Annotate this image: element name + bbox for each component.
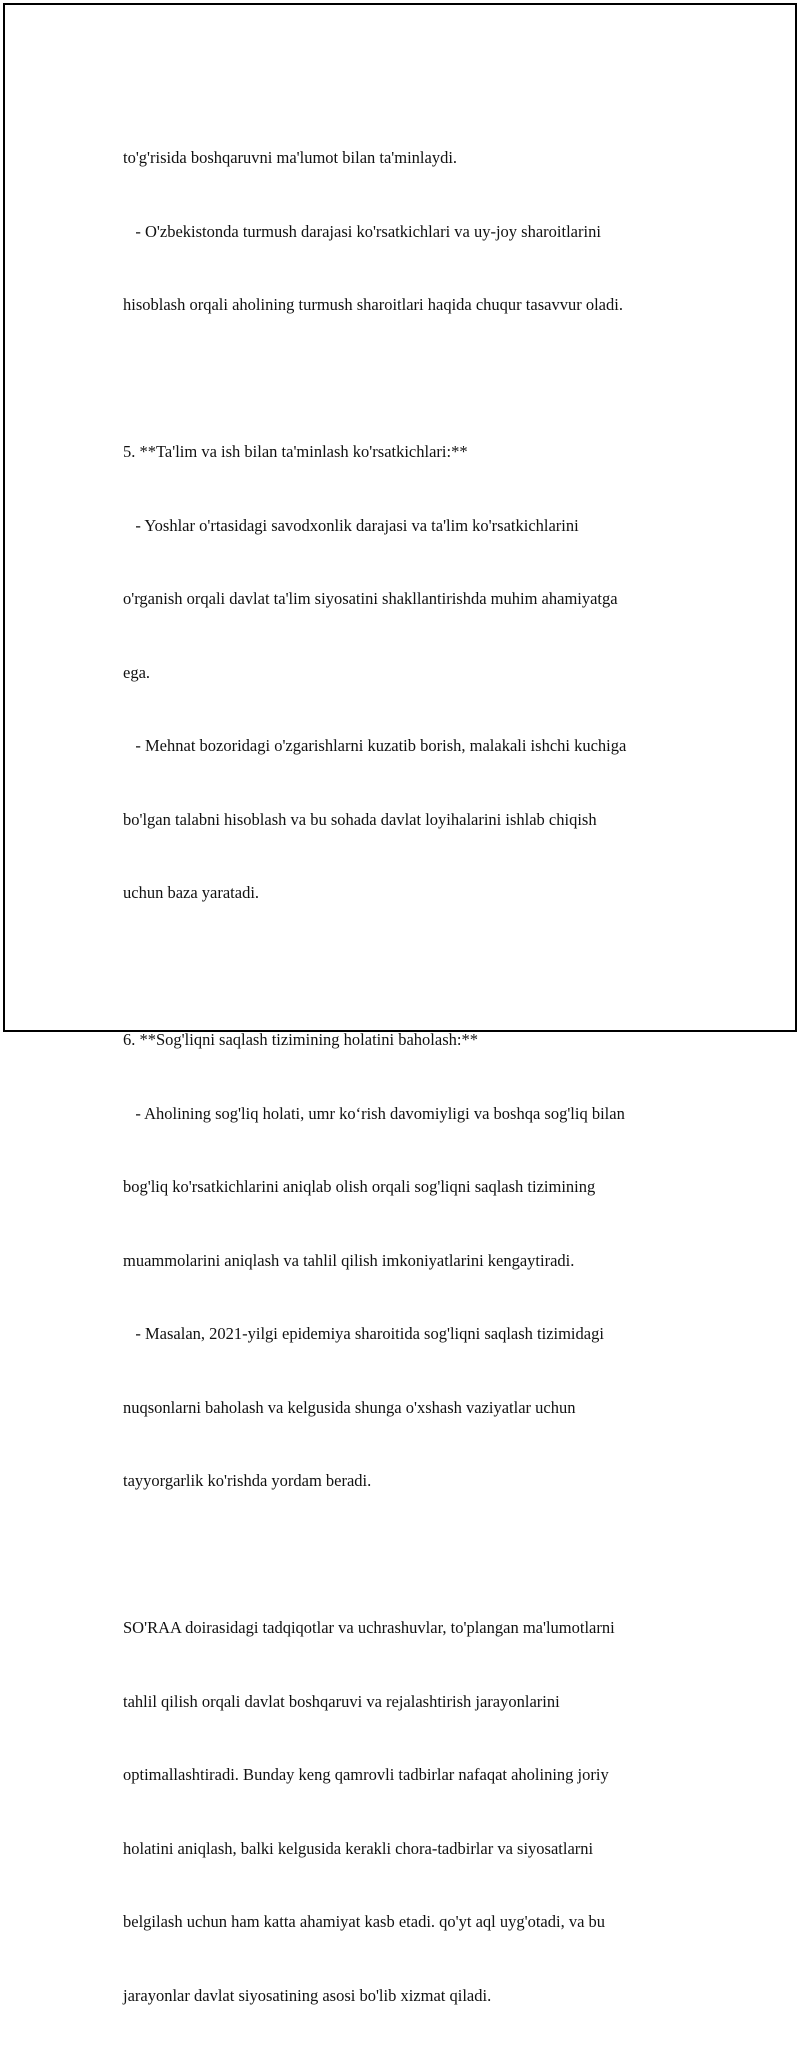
paragraph-line: to'g'risida boshqaruvni ma'lumot bilan ta'minlaydi. xyxy=(123,148,458,167)
paragraph-line: o'rganish orqali davlat ta'lim siyosatini shakllantirishda muhim ahamiyatga xyxy=(123,589,618,608)
blank-line xyxy=(123,955,693,980)
paragraph-line: uchun baza yaratadi. xyxy=(123,883,260,902)
paragraph-line: bog'liq ko'rsatkichlarini aniqlab olish orqali sog'liqni saqlash tizimining xyxy=(123,1177,596,1196)
paragraph-line: holatini aniqlash, balki kelgusida kerakli chora-tadbirlar va siyosatlarni xyxy=(123,1838,594,1858)
paragraph-line: - O'zbekistonda turmush darajasi ko'rsatkichlari va uy-joy sharoitlarini xyxy=(123,221,601,241)
paragraph-line: ega. xyxy=(123,662,151,682)
paragraph-line: tayyorgarlik ko'rishda yordam beradi. xyxy=(123,1471,372,1490)
paragraph-line: jarayonlar davlat siyosatining asosi bo'lib xizmat qiladi. xyxy=(123,1985,492,2005)
paragraph-line: - Aholining sog'liq holati, umr ko‘rish davomiyligi va boshqa sog'liq bilan xyxy=(123,1103,625,1123)
paragraph-line: SO'RAA doirasidagi tadqiqotlar va uchrashuvlar, to'plangan ma'lumotlarni xyxy=(123,1618,615,1637)
document-body xyxy=(123,97,693,2057)
paragraph-line: tahlil qilish orqali davlat boshqaruvi va rejalashtirish jarayonlarini xyxy=(123,1691,560,1711)
paragraph-line: bo'lgan talabni hisoblash va bu sohada davlat loyihalarini ishlab chiqish xyxy=(123,809,597,829)
page-frame xyxy=(3,3,797,2005)
blank-line xyxy=(123,367,693,392)
paragraph-line: - Yoshlar o'rtasidagi savodxonlik darajasi va ta'lim ko'rsatkichlarini xyxy=(123,515,579,535)
paragraph-line: optimallashtiradi. Bunday keng qamrovli tadbirlar nafaqat aholining joriy xyxy=(123,1765,609,1784)
section-heading: 6. **Sog'liqni saqlash tizimining holatini baholash:** xyxy=(123,1030,478,1049)
paragraph-line: - Masalan, 2021-yilgi epidemiya sharoitida sog'liqni saqlash tizimidagi xyxy=(123,1324,604,1343)
paragraph-line: nuqsonlarni baholash va kelgusida shunga o'xshash vaziyatlar uchun xyxy=(123,1397,576,1417)
paragraph-line: - Mehnat bozoridagi o'zgarishlarni kuzatib borish, malakali ishchi kuchiga xyxy=(123,736,627,755)
paragraph-line: belgilash uchun ham katta ahamiyat kasb etadi. qo'yt aql uyg'otadi, va bu xyxy=(123,1912,606,1931)
paragraph-line: hisoblash orqali aholining turmush sharoitlari haqida chuqur tasavvur oladi. xyxy=(123,295,623,314)
blank-line xyxy=(123,1543,693,1568)
section-heading: 5. **Ta'lim va ish bilan ta'minlash ko'rsatkichlari:** xyxy=(123,442,468,461)
paragraph-line: muammolarini aniqlash va tahlil qilish imkoniyatlarini kengaytiradi. xyxy=(123,1250,575,1270)
